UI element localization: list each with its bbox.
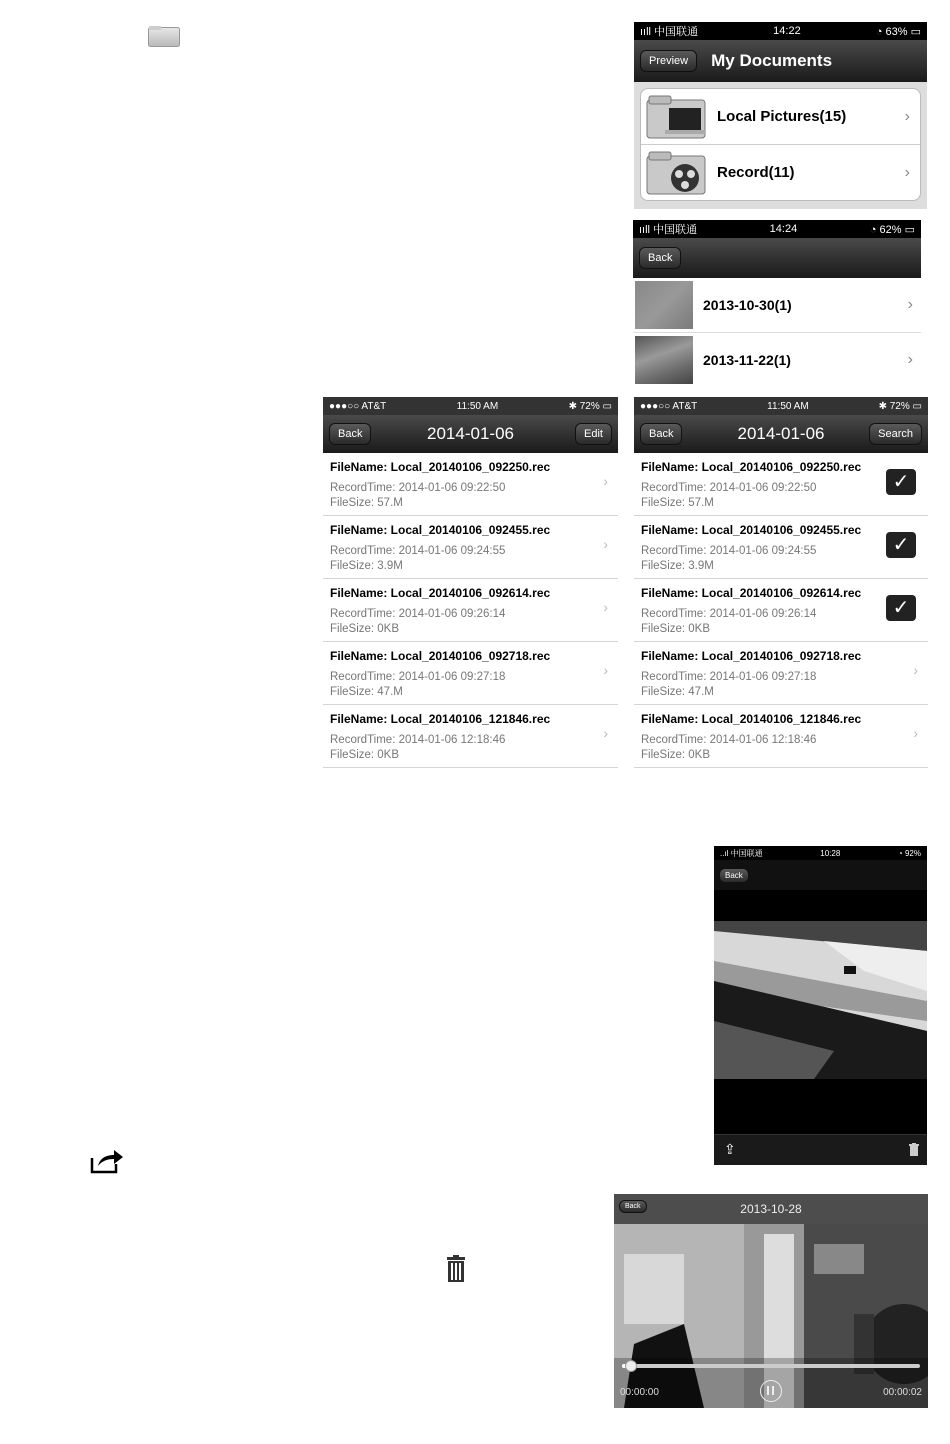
file-size: FileSize: 0KB <box>641 749 711 761</box>
remaining-time: 00:00:02 <box>883 1387 922 1398</box>
chevron-right-icon: › <box>904 163 910 181</box>
record-time: RecordTime: 2014-01-06 09:24:55 <box>641 545 817 557</box>
file-name: FileName: Local_20140106_092455.rec <box>330 523 551 537</box>
file-name: FileName: Local_20140106_092455.rec <box>641 523 862 537</box>
record-time: RecordTime: 2014-01-06 12:18:46 <box>641 734 817 746</box>
chevron-right-icon: › <box>603 599 608 615</box>
folder-icon <box>148 25 180 47</box>
file-row[interactable] <box>634 705 928 768</box>
checkmark-icon[interactable]: ✓ <box>886 469 916 495</box>
battery-level: ◔ 62% ▭ <box>869 223 915 236</box>
preview-button[interactable]: Preview <box>640 50 697 72</box>
screen-file-select <box>634 397 928 775</box>
file-row[interactable] <box>323 642 618 705</box>
file-row[interactable] <box>634 579 928 642</box>
file-name: FileName: Local_20140106_121846.rec <box>330 712 551 726</box>
status-bar <box>633 220 921 238</box>
file-size: FileSize: 0KB <box>330 749 400 761</box>
battery-level: ✱ 72% ▭ <box>568 400 612 412</box>
file-row[interactable] <box>634 453 928 516</box>
status-bar <box>323 397 618 415</box>
list-item-label: Local Pictures(15) <box>717 108 847 125</box>
folder-film-reel-icon <box>645 150 707 196</box>
nav-bar <box>323 415 618 453</box>
chevron-right-icon: › <box>603 725 608 741</box>
record-time: RecordTime: 2014-01-06 09:26:14 <box>330 608 506 620</box>
file-name: FileName: Local_20140106_092718.rec <box>641 649 862 663</box>
video-controls <box>614 1358 928 1408</box>
chevron-right-icon: › <box>913 725 918 741</box>
page-title: 2014-01-06 <box>427 424 514 443</box>
photo-image <box>714 921 927 1079</box>
list-item-date[interactable] <box>633 278 921 333</box>
back-button[interactable]: Back <box>639 247 681 269</box>
bottom-toolbar <box>714 1134 927 1165</box>
checkmark-icon[interactable]: ✓ <box>886 595 916 621</box>
battery-level: ◔ 92% <box>897 848 921 858</box>
file-name: FileName: Local_20140106_092614.rec <box>330 586 551 600</box>
page-title: My Documents <box>711 51 833 70</box>
progress-thumb[interactable] <box>625 1360 637 1372</box>
chevron-right-icon: › <box>603 473 608 489</box>
page-title: 2014-01-06 <box>737 424 825 443</box>
video-top-bar <box>614 1194 928 1224</box>
status-time: 11:50 AM <box>767 400 809 412</box>
share-icon[interactable]: ⇪ <box>724 1141 736 1157</box>
checkmark-icon[interactable]: ✓ <box>886 532 916 558</box>
back-button[interactable]: Back <box>640 423 682 445</box>
file-size: FileSize: 3.9M <box>641 560 714 572</box>
status-time: 10:28 <box>820 848 841 858</box>
video-title: 2013-10-28 <box>740 1202 802 1216</box>
file-size: FileSize: 47.M <box>330 686 403 698</box>
trash-icon <box>446 1255 466 1282</box>
thumbnail-image <box>635 281 693 329</box>
battery-level: ◔ 63% ▭ <box>875 25 921 38</box>
screen-video-player <box>614 1194 928 1408</box>
screen-date-list <box>633 220 921 386</box>
nav-bar <box>714 860 927 890</box>
chevron-right-icon: › <box>907 351 913 368</box>
file-name: FileName: Local_20140106_121846.rec <box>641 712 862 726</box>
file-size: FileSize: 57.M <box>330 497 403 509</box>
chevron-right-icon: › <box>913 662 918 678</box>
back-button[interactable]: Back <box>329 423 371 445</box>
trash-icon[interactable] <box>909 1143 919 1161</box>
file-name: FileName: Local_20140106_092250.rec <box>330 460 551 474</box>
file-size: FileSize: 0KB <box>330 623 400 635</box>
file-row[interactable] <box>323 579 618 642</box>
document-list <box>640 88 921 201</box>
status-bar <box>634 397 928 415</box>
search-button[interactable]: Search <box>869 423 922 445</box>
list-item-date[interactable] <box>633 333 921 387</box>
file-size: FileSize: 3.9M <box>330 560 403 572</box>
date-label: 2013-10-30(1) <box>703 297 792 313</box>
file-list <box>634 453 928 768</box>
carrier-signal: ..ıl 中国联通 <box>720 848 763 858</box>
file-size: FileSize: 47.M <box>641 686 714 698</box>
carrier-signal: ●●●○○ AT&T <box>640 400 698 412</box>
chevron-right-icon: › <box>603 536 608 552</box>
file-list <box>323 453 618 768</box>
carrier-signal: ııll 中国联通 <box>639 224 698 236</box>
chevron-right-icon: › <box>603 662 608 678</box>
screen-my-documents <box>634 22 927 209</box>
file-name: FileName: Local_20140106_092614.rec <box>641 586 862 600</box>
status-time: 11:50 AM <box>456 400 499 412</box>
file-name: FileName: Local_20140106_092718.rec <box>330 649 551 663</box>
date-label: 2013-11-22(1) <box>703 352 791 368</box>
file-row[interactable] <box>323 453 618 516</box>
status-time: 14:22 <box>773 25 801 37</box>
back-button[interactable]: Back <box>719 868 749 883</box>
file-row[interactable] <box>323 705 618 768</box>
file-row[interactable] <box>634 516 928 579</box>
record-time: RecordTime: 2014-01-06 09:27:18 <box>641 671 817 683</box>
record-time: RecordTime: 2014-01-06 09:27:18 <box>330 671 506 683</box>
progress-track[interactable] <box>622 1364 920 1368</box>
pause-button[interactable] <box>760 1380 782 1402</box>
screen-file-list <box>323 397 618 775</box>
nav-bar <box>634 415 928 453</box>
nav-bar <box>633 238 921 278</box>
nav-bar <box>634 40 927 82</box>
record-time: RecordTime: 2014-01-06 09:22:50 <box>330 482 506 494</box>
folder-monitor-icon <box>645 94 707 140</box>
status-time: 14:24 <box>769 223 798 235</box>
list-item-local-pictures[interactable] <box>641 89 920 145</box>
thumbnail-image <box>635 336 693 384</box>
edit-button[interactable]: Edit <box>575 423 612 445</box>
list-item-label: Record(11) <box>717 164 795 181</box>
chevron-right-icon: › <box>907 296 913 313</box>
carrier-signal: ııll 中国联通 <box>640 26 699 38</box>
record-time: RecordTime: 2014-01-06 09:24:55 <box>330 545 506 557</box>
record-time: RecordTime: 2014-01-06 09:26:14 <box>641 608 817 620</box>
list-item-record[interactable] <box>641 145 920 200</box>
file-name: FileName: Local_20140106_092250.rec <box>641 460 862 474</box>
record-time: RecordTime: 2014-01-06 09:22:50 <box>641 482 817 494</box>
record-time: RecordTime: 2014-01-06 12:18:46 <box>330 734 506 746</box>
elapsed-time: 00:00:00 <box>620 1387 659 1398</box>
pause-icon <box>761 1381 780 1400</box>
file-row[interactable] <box>634 642 928 705</box>
file-size: FileSize: 0KB <box>641 623 711 635</box>
status-bar <box>634 22 927 40</box>
file-size: FileSize: 57.M <box>641 497 714 509</box>
share-icon <box>90 1148 124 1174</box>
screen-picture-viewer <box>714 846 927 1165</box>
chevron-right-icon: › <box>904 107 910 125</box>
carrier-signal: ●●●○○ AT&T <box>329 400 387 412</box>
back-button[interactable]: Back <box>619 1200 647 1213</box>
battery-level: ✱ 72% ▭ <box>878 400 922 412</box>
file-row[interactable] <box>323 516 618 579</box>
status-bar <box>714 846 927 860</box>
